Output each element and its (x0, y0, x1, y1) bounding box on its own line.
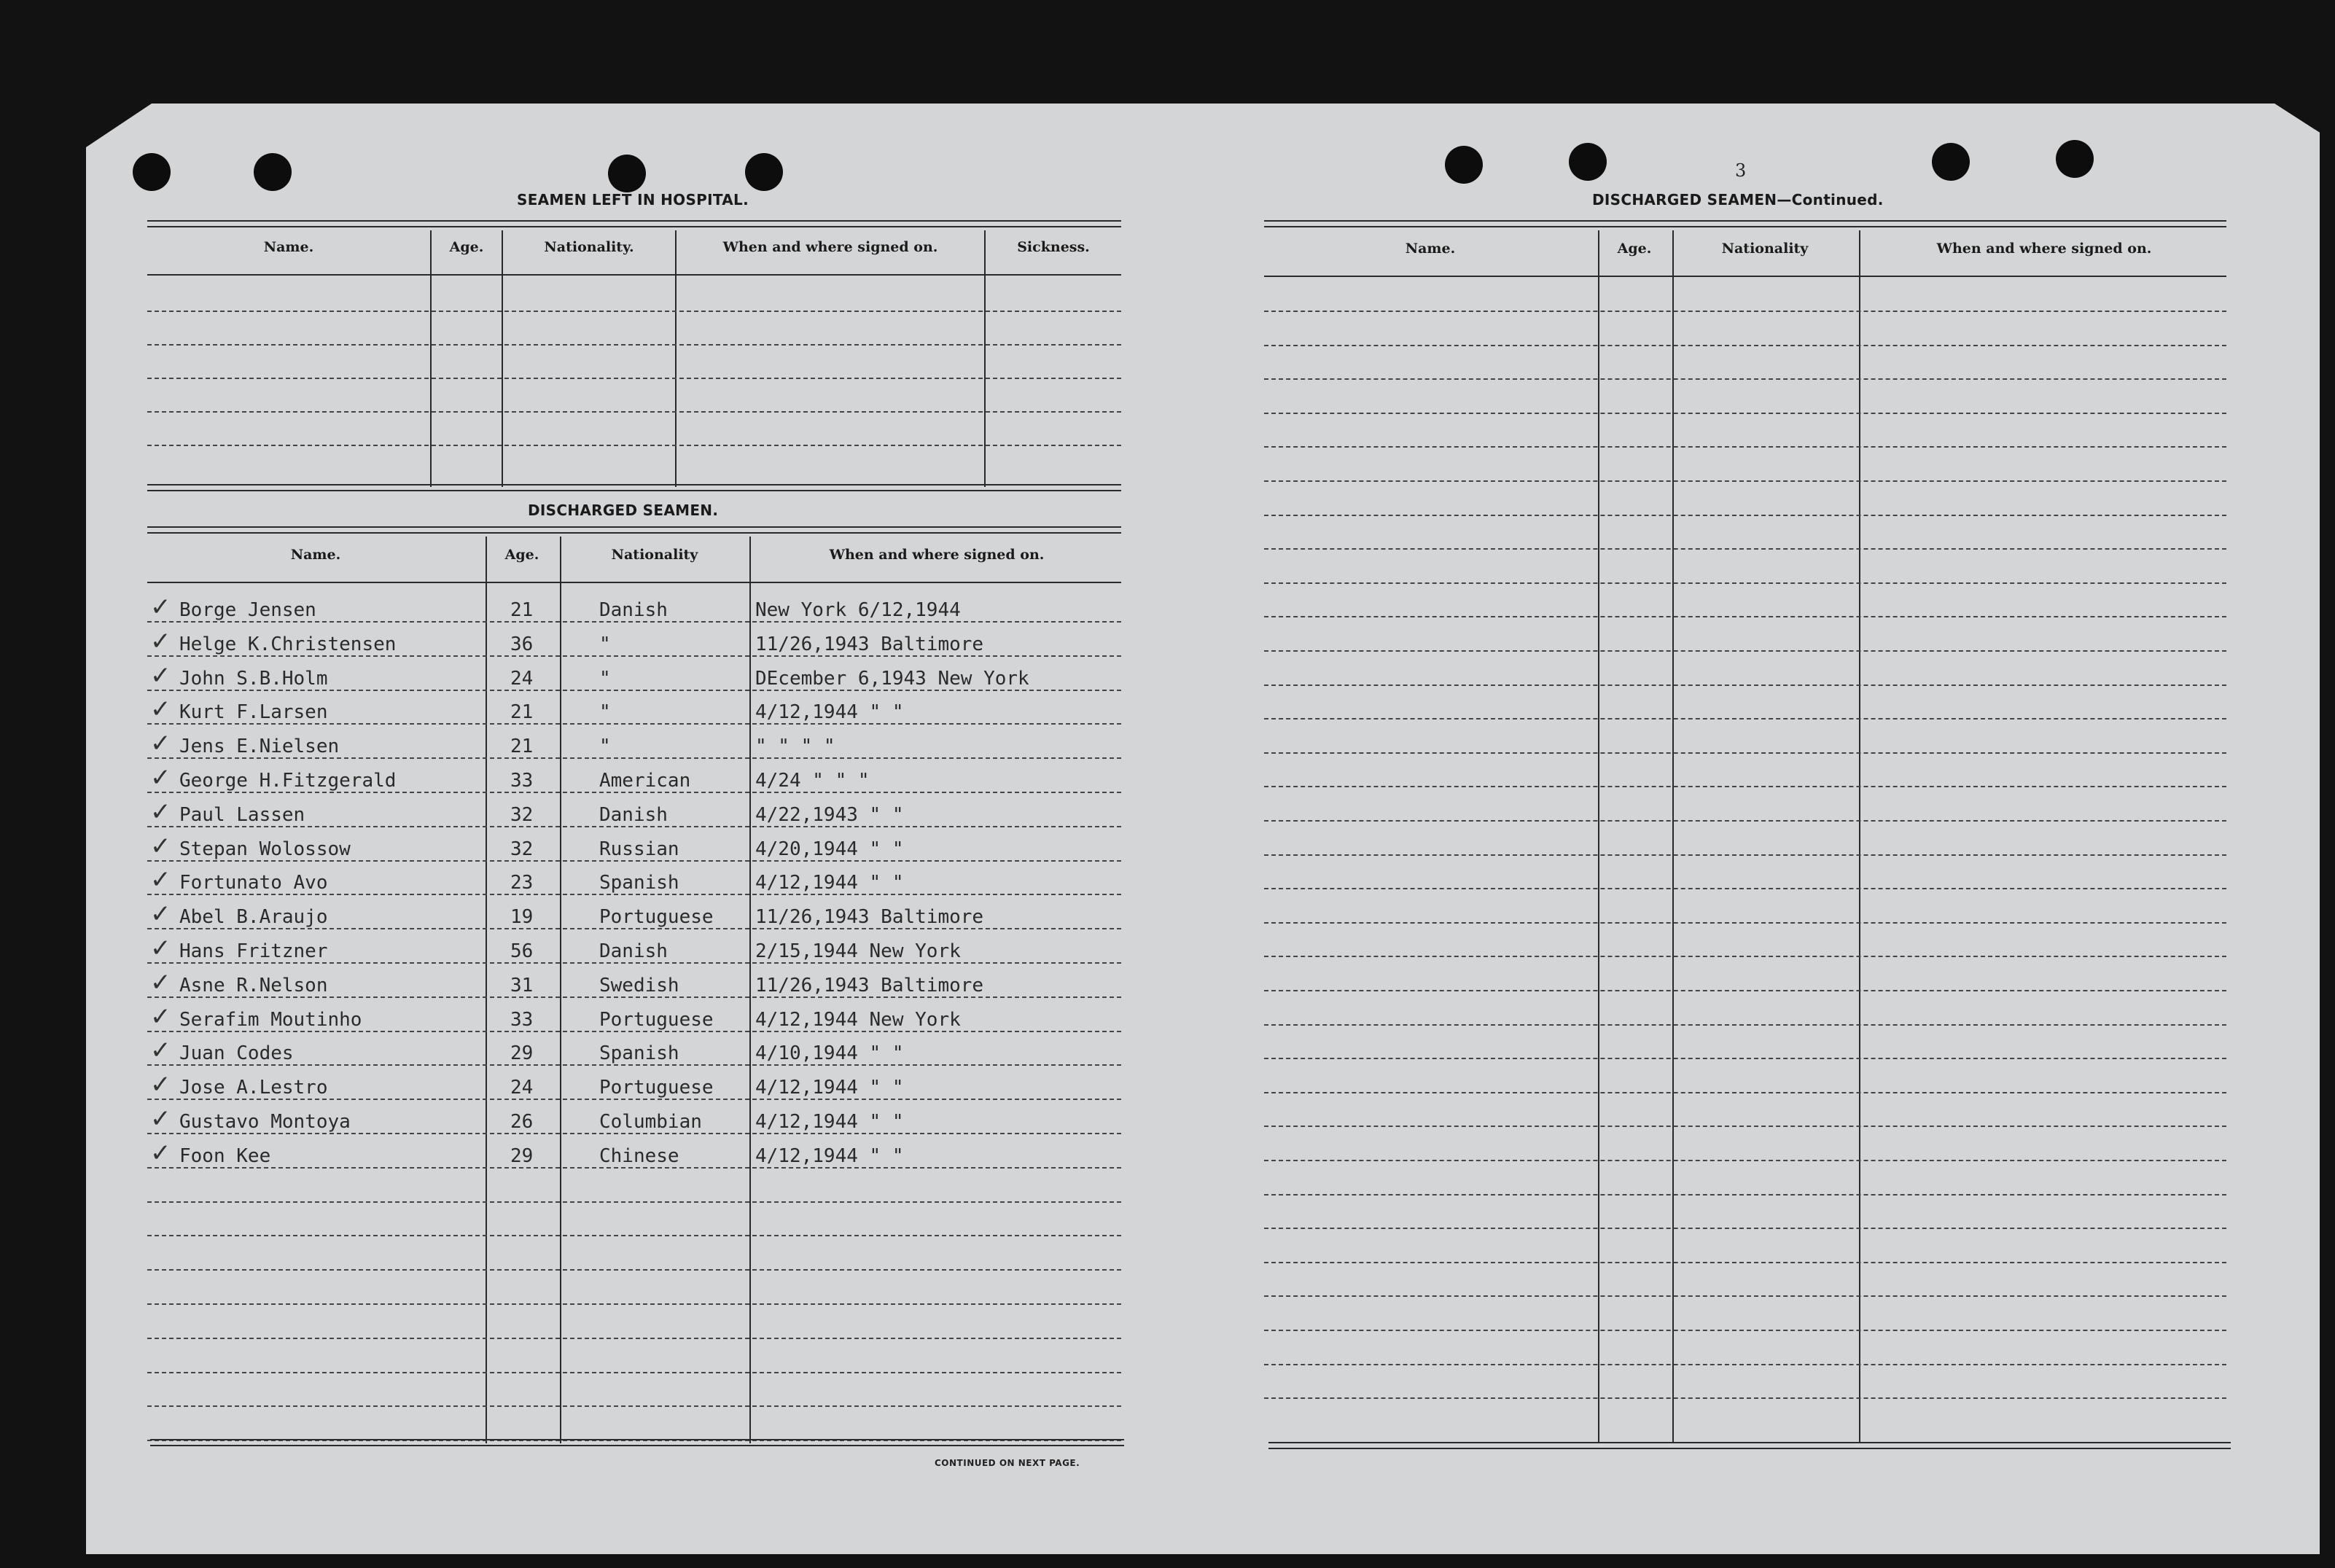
row-age: 29 (510, 1144, 534, 1167)
ruled-line (1264, 956, 2226, 957)
row-age: 33 (510, 1008, 534, 1031)
row-age: 32 (510, 838, 534, 860)
check-mark-icon: ✓ (150, 729, 171, 759)
row-nationality: American (599, 770, 691, 792)
ruled-line (1264, 888, 2226, 889)
row-nationality: Portuguese (599, 906, 714, 929)
check-mark-icon: ✓ (150, 831, 171, 861)
row-nationality: " (599, 736, 611, 758)
punch-hole (2056, 140, 2094, 178)
column-divider (675, 230, 677, 487)
row-nationality: Danish (599, 599, 668, 621)
row-nationality: Swedish (599, 974, 679, 996)
row-nationality: Portuguese (599, 1008, 714, 1031)
rule (147, 484, 1121, 491)
row-age: 32 (510, 803, 534, 826)
rule (147, 526, 1121, 534)
row-age: 29 (510, 1042, 534, 1065)
row-age: 24 (510, 667, 534, 690)
row-name: Juan Codes (179, 1042, 294, 1065)
punch-hole (745, 153, 783, 191)
row-age: 21 (510, 736, 534, 758)
row-nationality: Columbian (599, 1111, 702, 1133)
punch-hole (1932, 143, 1970, 181)
check-mark-icon: ✓ (150, 763, 171, 792)
right-page (1191, 104, 2320, 1554)
ruled-line (1264, 345, 2226, 346)
row-age: 33 (510, 770, 534, 792)
ruled-line (1264, 752, 2226, 754)
row-signed: New York 6/12,1944 (755, 599, 961, 621)
ruled-line (147, 1303, 1121, 1305)
column-divider (430, 230, 432, 487)
ruled-line (1264, 515, 2226, 516)
row-name: Jens E.Nielsen (179, 736, 340, 758)
ruled-line (147, 894, 1121, 895)
check-mark-icon: ✓ (150, 1070, 171, 1100)
row-age: 31 (510, 974, 534, 996)
ruled-line (1264, 718, 2226, 719)
check-mark-icon: ✓ (150, 1138, 171, 1168)
row-age: 56 (510, 940, 534, 962)
ruled-line (147, 1133, 1121, 1134)
discharged-section-title: DISCHARGED SEAMEN. (528, 502, 719, 519)
ruled-line (147, 655, 1121, 657)
rule (147, 274, 1121, 276)
punch-hole (608, 155, 646, 192)
row-age: 23 (510, 872, 534, 894)
row-signed: 4/24 " " " (755, 770, 870, 792)
row-signed: 4/12,1944 " " (755, 1144, 904, 1167)
row-name: John S.B.Holm (179, 667, 328, 690)
ruled-line (147, 962, 1121, 964)
check-mark-icon: ✓ (150, 865, 171, 895)
row-signed: 4/22,1943 " " (755, 803, 904, 826)
ruled-line (1264, 1330, 2226, 1331)
check-mark-icon: ✓ (150, 1002, 171, 1031)
punch-hole (133, 153, 171, 191)
ruled-line (1264, 854, 2226, 856)
ruled-line (147, 1338, 1121, 1339)
row-signed: 11/26,1943 Baltimore (755, 906, 984, 929)
column-divider (486, 537, 487, 1443)
check-mark-icon: ✓ (150, 934, 171, 963)
ruled-line (147, 996, 1121, 998)
rule (147, 582, 1121, 583)
page-number: 3 (1735, 160, 1747, 181)
check-mark-icon: ✓ (150, 695, 171, 725)
ruled-line (1264, 1194, 2226, 1195)
column-divider (502, 230, 503, 487)
ruled-line (1264, 650, 2226, 652)
ruled-line (1264, 1228, 2226, 1229)
row-signed: 4/12,1944 " " (755, 1111, 904, 1133)
ruled-line (147, 378, 1121, 379)
discharged-header-signed: When and where signed on. (829, 547, 1045, 563)
column-divider (984, 230, 986, 487)
hospital-header-nationality: Nationality. (544, 239, 634, 255)
hospital-header-signed: When and where signed on. (722, 239, 938, 255)
ruled-line (147, 1269, 1121, 1271)
ruled-line (1264, 446, 2226, 448)
ruled-line (1264, 582, 2226, 584)
ruled-line (147, 928, 1121, 929)
row-name: Gustavo Montoya (179, 1111, 351, 1133)
row-nationality: Spanish (599, 872, 679, 894)
row-name: Kurt F.Larsen (179, 701, 328, 724)
hospital-header-sickness: Sickness. (1017, 239, 1090, 255)
row-nationality: Chinese (599, 1144, 679, 1167)
row-name: Paul Lassen (179, 803, 305, 826)
row-signed: 11/26,1943 Baltimore (755, 974, 984, 996)
row-signed: 11/26,1943 Baltimore (755, 633, 984, 655)
check-mark-icon: ✓ (150, 797, 171, 827)
check-mark-icon: ✓ (150, 967, 171, 997)
column-divider (560, 537, 561, 1443)
ruled-line (1264, 1160, 2226, 1161)
row-name: Serafim Moutinho (179, 1008, 362, 1031)
right-header-signed: When and where signed on. (1936, 241, 2152, 257)
ruled-line (147, 1372, 1121, 1373)
right-header-name: Name. (1405, 241, 1456, 257)
hospital-section-title: SEAMEN LEFT IN HOSPITAL. (517, 191, 749, 208)
row-nationality: Danish (599, 803, 668, 826)
ruled-line (1264, 820, 2226, 822)
right-section-title: DISCHARGED SEAMEN—Continued. (1592, 191, 1884, 208)
ruled-line (147, 1167, 1121, 1169)
ruled-line (147, 411, 1121, 413)
ruled-line (1264, 548, 2226, 550)
ruled-line (1264, 311, 2226, 312)
ruled-line (1264, 1397, 2226, 1399)
ruled-line (147, 1235, 1121, 1236)
row-nationality: Danish (599, 940, 668, 962)
row-name: Hans Fritzner (179, 940, 328, 962)
row-name: Borge Jensen (179, 599, 316, 621)
row-signed: 4/10,1944 " " (755, 1042, 904, 1065)
ruled-line (1264, 990, 2226, 991)
check-mark-icon: ✓ (150, 660, 171, 690)
row-name: Foon Kee (179, 1144, 271, 1167)
row-signed: 4/12,1944 " " (755, 1077, 904, 1099)
ruled-line (1264, 1092, 2226, 1093)
row-age: 24 (510, 1077, 534, 1099)
hospital-header-age: Age. (449, 239, 484, 255)
row-nationality: Spanish (599, 1042, 679, 1065)
row-name: George H.Fitzgerald (179, 770, 397, 792)
row-age: 19 (510, 906, 534, 929)
row-name: Asne R.Nelson (179, 974, 328, 996)
left-page (86, 104, 1191, 1554)
row-signed: " " " " (755, 736, 835, 758)
discharged-header-name: Name. (290, 547, 341, 563)
discharged-header-nationality: Nationality (611, 547, 698, 563)
row-signed: 4/12,1944 " " (755, 701, 904, 724)
ruled-line (1264, 413, 2226, 414)
ruled-line (1264, 1024, 2226, 1026)
row-nationality: " (599, 701, 611, 724)
rule (1264, 276, 2226, 277)
row-name: Abel B.Araujo (179, 906, 328, 929)
ruled-line (1264, 786, 2226, 787)
discharged-header-age: Age. (504, 547, 539, 563)
ruled-line (147, 723, 1121, 725)
row-age: 21 (510, 599, 534, 621)
ruled-line (1264, 378, 2226, 380)
row-nationality: " (599, 633, 611, 655)
row-signed: 4/12,1944 " " (755, 872, 904, 894)
ruled-line (147, 757, 1121, 759)
ruled-line (1264, 1262, 2226, 1263)
ruled-line (1264, 1364, 2226, 1365)
check-mark-icon: ✓ (150, 1036, 171, 1066)
row-signed: 4/20,1944 " " (755, 838, 904, 860)
ruled-line (147, 826, 1121, 827)
row-name: Helge K.Christensen (179, 633, 397, 655)
row-signed: DEcember 6,1943 New York (755, 667, 1029, 690)
row-nationality: " (599, 667, 611, 690)
ruled-line (147, 1099, 1121, 1100)
rule (1268, 1442, 2231, 1449)
hospital-header-name: Name. (263, 239, 314, 255)
right-header-age: Age. (1617, 241, 1652, 257)
ruled-line (147, 792, 1121, 793)
ruled-line (1264, 616, 2226, 617)
ruled-line (147, 1201, 1121, 1203)
row-age: 36 (510, 633, 534, 655)
continued-note: CONTINUED ON NEXT PAGE. (935, 1458, 1080, 1468)
punch-hole (1569, 143, 1607, 181)
check-mark-icon: ✓ (150, 626, 171, 656)
ruled-line (147, 860, 1121, 862)
ruled-line (1264, 480, 2226, 482)
ruled-line (147, 445, 1121, 446)
row-age: 26 (510, 1111, 534, 1133)
ruled-line (1264, 1295, 2226, 1297)
ruled-line (147, 344, 1121, 346)
ruled-line (1264, 922, 2226, 924)
row-name: Stepan Wolossow (179, 838, 351, 860)
check-mark-icon: ✓ (150, 1104, 171, 1134)
ruled-line (147, 1031, 1121, 1032)
row-nationality: Russian (599, 838, 679, 860)
check-mark-icon: ✓ (150, 593, 171, 622)
ruled-line (1264, 1126, 2226, 1127)
row-nationality: Portuguese (599, 1077, 714, 1099)
row-name: Jose A.Lestro (179, 1077, 328, 1099)
punch-hole (1445, 146, 1483, 184)
rule (1264, 220, 2226, 227)
check-mark-icon: ✓ (150, 900, 171, 929)
ruled-line (147, 311, 1121, 312)
ruled-line (147, 621, 1121, 623)
ruled-line (147, 1064, 1121, 1066)
ruled-line (147, 690, 1121, 691)
rule (150, 1439, 1124, 1446)
right-header-nationality: Nationality (1721, 241, 1809, 257)
row-signed: 4/12,1944 New York (755, 1008, 961, 1031)
row-signed: 2/15,1944 New York (755, 940, 961, 962)
rule (147, 220, 1121, 227)
column-divider (749, 537, 751, 1443)
ruled-line (1264, 684, 2226, 686)
row-age: 21 (510, 701, 534, 724)
punch-hole (254, 153, 292, 191)
ruled-line (1264, 1058, 2226, 1059)
ruled-line (147, 1405, 1121, 1407)
row-name: Fortunato Avo (179, 872, 328, 894)
